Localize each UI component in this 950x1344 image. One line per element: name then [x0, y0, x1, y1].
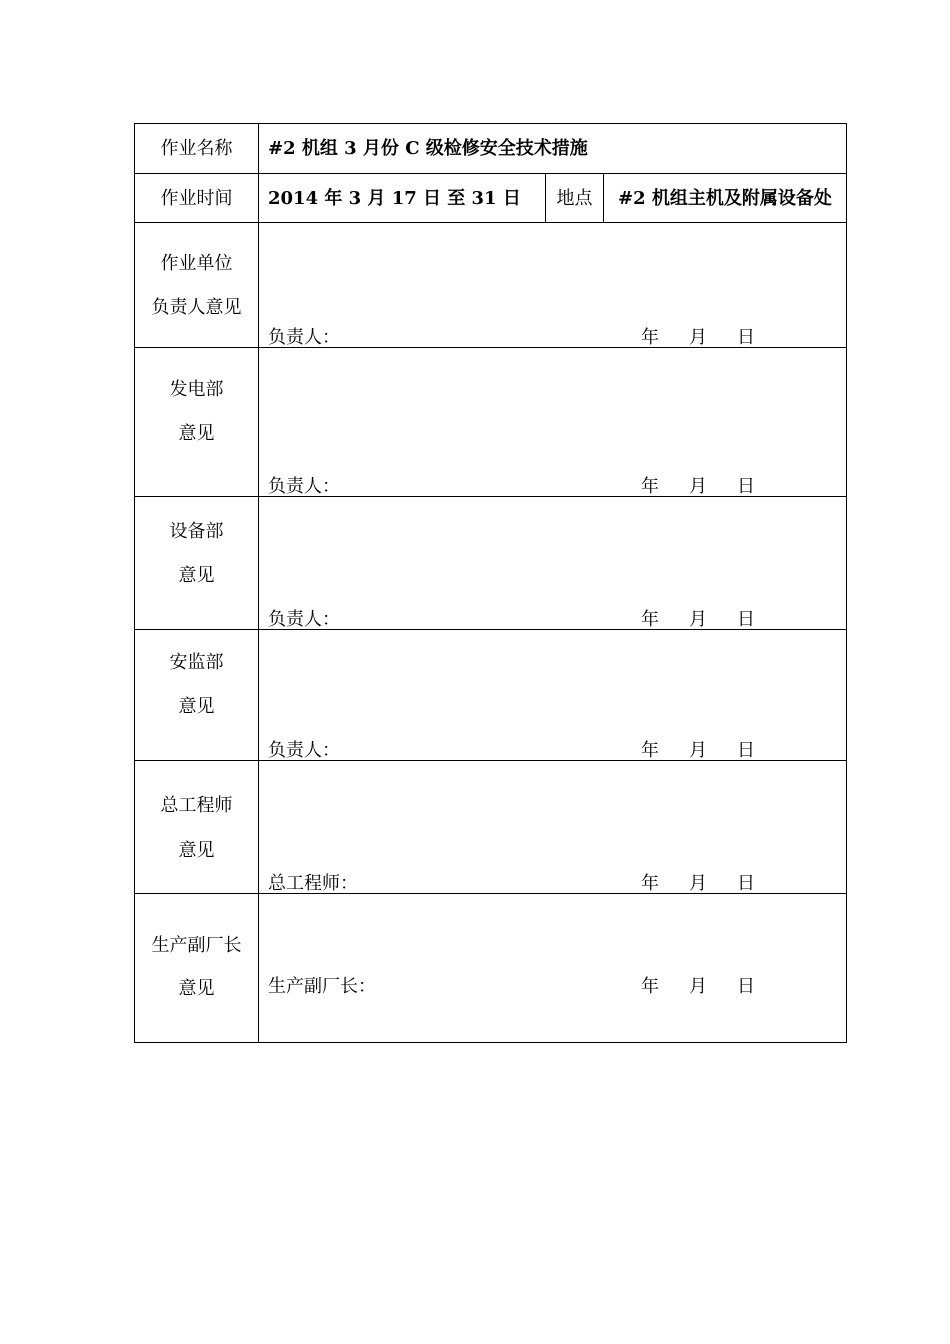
date-day-label: 日	[737, 873, 755, 894]
date-month-label: 月	[689, 327, 707, 348]
date-day-label: 日	[737, 609, 755, 630]
location-value: #2 机组主机及附属设备处	[618, 188, 832, 209]
row-divider	[135, 173, 846, 174]
date-day-label: 日	[737, 976, 755, 997]
job-time-value: 2014 年 3 月 17 日 至 31 日	[268, 188, 521, 209]
date-month-label: 月	[689, 476, 707, 497]
signer-label: 总工程师：	[268, 873, 358, 894]
row-divider	[135, 222, 846, 223]
approval-form-table	[134, 123, 847, 1043]
section-label-line2: 意见	[178, 978, 215, 999]
section-label-line1: 发电部	[169, 379, 224, 400]
signer-label: 负责人：	[268, 609, 340, 630]
section-label-line2: 负责人意见	[151, 297, 242, 318]
signer-label: 负责人：	[268, 476, 340, 497]
job-time-label: 作业时间	[160, 188, 233, 209]
section-label-line1: 生产副厂长	[151, 935, 242, 956]
date-day-label: 日	[737, 327, 755, 348]
signer-label: 负责人：	[268, 740, 340, 761]
date-day-label: 日	[737, 740, 755, 761]
signer-label: 生产副厂长：	[268, 976, 376, 997]
location-label: 地点	[556, 188, 593, 209]
date-month-label: 月	[689, 609, 707, 630]
section-label-line1: 总工程师	[160, 795, 233, 816]
date-month-label: 月	[689, 873, 707, 894]
date-year-label: 年	[641, 740, 659, 761]
signer-label: 负责人：	[268, 327, 340, 348]
job-name-label: 作业名称	[160, 138, 233, 159]
date-year-label: 年	[641, 476, 659, 497]
date-month-label: 月	[689, 740, 707, 761]
date-year-label: 年	[641, 327, 659, 348]
section-label-line2: 意见	[178, 696, 215, 717]
section-label-line1: 设备部	[169, 521, 224, 542]
column-divider	[603, 173, 604, 222]
date-month-label: 月	[689, 976, 707, 997]
date-year-label: 年	[641, 609, 659, 630]
column-divider	[258, 124, 259, 1042]
section-label-line1: 作业单位	[160, 253, 233, 274]
section-label-line2: 意见	[178, 423, 215, 444]
job-name-value: #2 机组 3 月份 C 级检修安全技术措施	[268, 138, 588, 159]
section-label-line2: 意见	[178, 565, 215, 586]
date-year-label: 年	[641, 976, 659, 997]
section-label-line2: 意见	[178, 840, 215, 861]
date-year-label: 年	[641, 873, 659, 894]
section-label-line1: 安监部	[169, 652, 224, 673]
date-day-label: 日	[737, 476, 755, 497]
